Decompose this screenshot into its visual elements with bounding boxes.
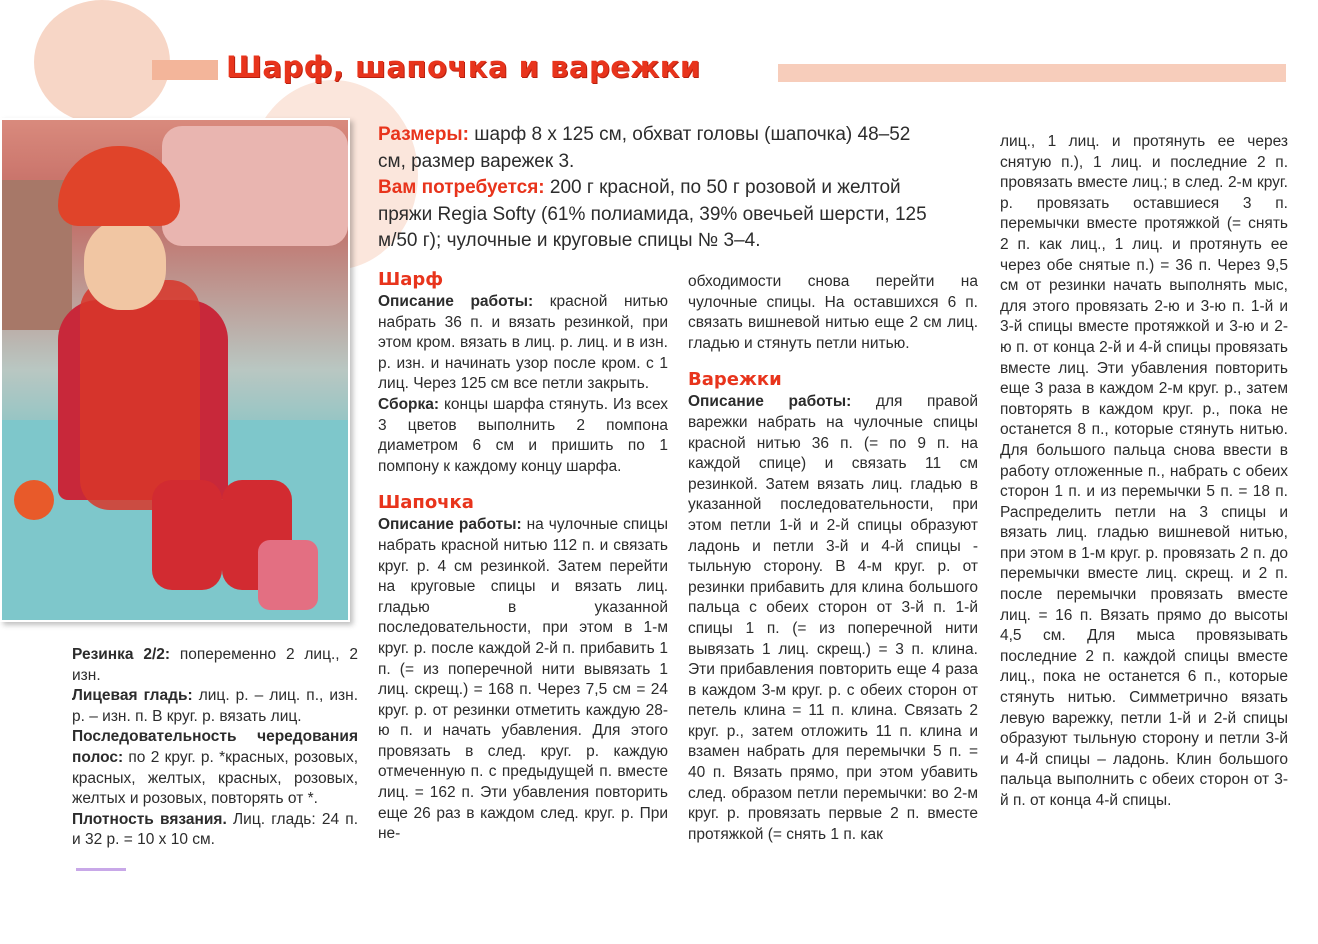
scarf-desc-label: Описание работы: [378, 293, 534, 310]
stripes-label: Последовательность чередования полос: [72, 728, 358, 766]
technique-notes [72, 645, 358, 851]
photo-scarf [80, 280, 200, 510]
stripes-text: по 2 круг. р. *красных, розовых, красных, желтых, красных, розовых, желтых и розовых, повторять от *. [72, 748, 358, 808]
hat-desc-label: Описание работы: [378, 516, 522, 534]
sizes-label: Размеры: [378, 124, 469, 145]
scarf-desc-text: красной нитью набрать 36 п. и вязать резинкой, при этом кром. вязать в лиц. р. лиц. и в изн. р. изн. и начинать узор после кром. с 1 лиц. Через 125 см все петли закрыть. [378, 293, 668, 393]
stockinette-text: лиц. р. – лиц. п., изн. р. – изн. п. В круг. р. вязать лиц. [72, 687, 358, 725]
rib-text: попеременно 2 лиц., 2 изн. [72, 646, 358, 684]
hat-heading: Шапочка [378, 492, 474, 514]
column-scarf-hat [378, 268, 668, 845]
column-mittens-continued [1000, 132, 1288, 812]
scarf-heading: Шарф [378, 269, 444, 290]
scarf-assembly-label: Сборка: [378, 395, 440, 413]
sizes-text: шарф 8 x 125 см, обхват головы (шапочка) 48–52 см, размер варежек 3. [378, 124, 911, 172]
intro-block [378, 122, 938, 255]
photo-pillow [162, 126, 348, 246]
materials-text: 200 г красной, по 50 г розовой и желтой пряжи Regia Softy (61% полиамида, 39% овечьей шерсти, 125 м/50 г); чулочные и круговые спицы № 3–4. [378, 177, 927, 251]
mittens-desc-label: Описание работы: [688, 393, 852, 411]
photo-boot [258, 540, 318, 610]
mittens-continuation: лиц., 1 лиц. и протянуть ее через снятую п.), 1 лиц. и последние 2 п. провязать вместе лиц.; в след. 2-м круг. р. провязать оставшиеся 3 п. перемычки вместе протяжкой (= снять 2 п. как лиц., 1 лиц. и протянуть ее через обе снятые п.) = 36 п. Через 9,5 см от резинки начать выполнять мыс, для этого провязать 2-ю и 3-ю п. 1-й и 3-й спицы вместе протяжкой и 3-ю и 2-ю п. от конца 2-й и 4-й спицы провязать вместе лиц. Эти убавления повторить еще 3 раза в каждом 2-м круг. р., затем повторять в каждом круг. р., пока не останется 8 п., которые стянуть нитью. Для большого пальца снова ввести в работу отложенные п., набрать с обеих сторон 1 п. и из перемычки 5 п. = 18 п. Распределить петли на 3 спицы и вязать лиц. гладью вишневой нитью, при этом в 1-м круг. р. провязать 2 п. до перемычки вместе лиц. скрещ. и 2 п. после перемычки провязать вместе лиц. = 16 п. Вязать прямо до высоты 4,5 см. Для мыса провязывать последние 2 п. каждой спицы вместе лиц., пока не останется 6 п., которые стянуть нитью. Симметрично вязать левую варежку, петли 1-й и 2-й спицы образуют тыльную сторону и петли 3-й и 4-й спицы – ладонь. Клин большого пальца выполнить с обеих сторон от 3-й п. от конца 4-й спицы. [1000, 133, 1288, 809]
photo-pompom [14, 480, 54, 520]
photo-leg [152, 480, 222, 590]
column-mittens [688, 272, 978, 845]
scarf-assembly-text: концы шарфа стянуть. Из всех 3 цветов выполнить 2 помпона диаметром 6 см и пришить по 1 помпону к каждому концу шарфа. [378, 395, 668, 475]
decor-circle-large [34, 0, 170, 124]
materials-label: Вам потребуется: [378, 177, 545, 198]
title-stripe-left [152, 60, 218, 80]
hat-continuation: обходимости снова перейти на чулочные спицы. На оставшихся 6 п. связать вишневой нитью еще 2 см лиц. гладью и стянуть петли нитью. [688, 273, 978, 352]
photo-child-in-red-knitwear [0, 118, 350, 622]
rib-label: Резинка 2/2: [72, 646, 171, 663]
mittens-desc-text: для правой варежки набрать на чулочные спицы красной нитью 36 п. (= по 9 п. на каждой спице) и связать 11 см резинкой. Затем вязать лиц. гладью в указанной последовательности, при этом петли 1-й и 2-й спицы образуют ладонь и петли 3-й и 4-й спицы - тыльную сторону. В 4-м круг. р. от резинки прибавить для клина большого пальца с обеих сторон от 3-й п. 1-й спицы 1 п. (= из поперечной нити вывязать 1 лиц. скрещ.) = 3 п. клина. Эти прибавления повторить еще 4 раза в каждом 3-м круг. р. с обеих сторон от петель клина = 11 п. клина. Связать 2 круг. р., затем отложить 11 п. клина и взамен набрать для перемычки 5 п. = 40 п. Вязать прямо, при этом убавить след. образом петли перемычки: во 2-м круг. р. провязать первые 2 п. вместе протяжкой (= снять 1 п. как [688, 393, 978, 843]
mittens-heading: Варежки [688, 369, 782, 391]
stockinette-label: Лицевая гладь: [72, 687, 193, 705]
highlight-mark [76, 868, 126, 871]
gauge-text: Лиц. гладь: 24 п. и 32 р. = 10 x 10 см. [72, 810, 359, 849]
gauge-label: Плотность вязания. [72, 810, 227, 828]
page-title: Шарф, шапочка и варежки [226, 50, 701, 84]
photo-face [84, 220, 166, 310]
hat-desc-text: на чулочные спицы набрать красной нитью 112 п. и связать круг. р. 4 см резинкой. Затем перейти на круговые спицы и вязать лиц. гладью в указанной последовательности, при этом в 1-м круг. р. после каждой 2-й п. прибавить 1 п. (= из поперечной нити вывязать 1 лиц. скрещ.) = 168 п. Через 7,5 см = 24 круг. р. от резинки отметить каждую 28-ю п. и начать убавления. Для этого провязать в след. круг. р. каждую отмеченную п. с предыдущей п. вместе лиц. = 162 п. Эти убавления повторить еще 26 раз в каждом след. круг. р. При не- [378, 516, 668, 843]
title-stripe-right [778, 64, 1286, 82]
